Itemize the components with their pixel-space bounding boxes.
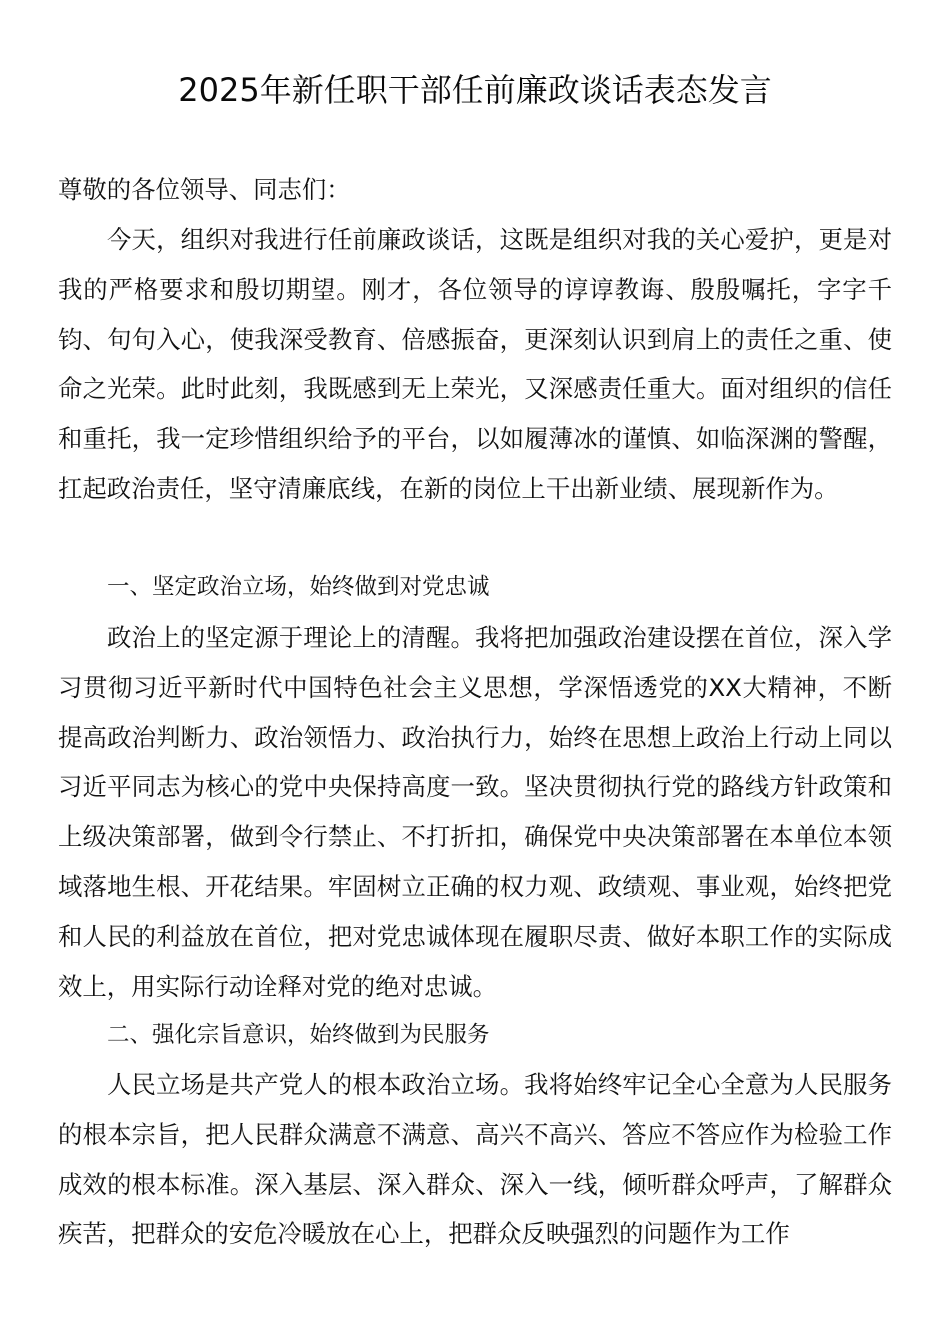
section-paragraph-1: 政治上的坚定源于理论上的清醒。我将把加强政治建设摆在首位，深入学习贯彻习近平新时代中国特色社会主义思想，学深悟透党的XX大精神，不断提高政治判断力、政治领悟力、政治执行力，始终在思想上政治上行动上同以习近平同志为核心的党中央保持高度一致。坚决贯彻执行党的路线方针政策和上级决策部署，做到令行禁止、不打折扣，确保党中央决策部署在本单位本领域落地生根、开花结果。牢固树立正确的权力观、政绩观、事业观，始终把党和人民的利益放在首位，把对党忠诚体现在履职尽责、做好本职工作的实际成效上，用实际行动诠释对党的绝对忠诚。	[58, 623, 892, 1001]
document-title: 2025年新任职干部任前廉政谈话表态发言	[178, 71, 772, 109]
section-heading-1: 一、坚定政治立场，始终做到对党忠诚	[107, 574, 490, 600]
section-heading-2: 二、强化宗旨意识，始终做到为民服务	[107, 1022, 490, 1048]
section-paragraph-2: 人民立场是共产党人的根本政治立场。我将始终牢记全心全意为人民服务的根本宗旨，把人民群众满意不满意、高兴不高兴、答应不答应作为检验工作成效的根本标准。深入基层、深入群众、深入一线，倾听群众呼声，了解群众疾苦，把群众的安危冷暖放在心上，把群众反映强烈的问题作为工作	[58, 1070, 892, 1249]
intro-paragraph: 今天，组织对我进行任前廉政谈话，这既是组织对我的关心爱护，更是对我的严格要求和殷切期望。刚才，各位领导的谆谆教诲、殷殷嘱托，字字千钧、句句入心，使我深受教育、倍感振奋，更深刻认识到肩上的责任之重、使命之光荣。此时此刻，我既感到无上荣光，又深感责任重大。面对组织的信任和重托，我一定珍惜组织给予的平台，以如履薄冰的谨慎、如临深渊的警醒，扛起政治责任，坚守清廉底线，在新的岗位上干出新业绩、展现新作为。	[58, 225, 892, 503]
salutation: 尊敬的各位领导、同志们：	[58, 175, 351, 204]
